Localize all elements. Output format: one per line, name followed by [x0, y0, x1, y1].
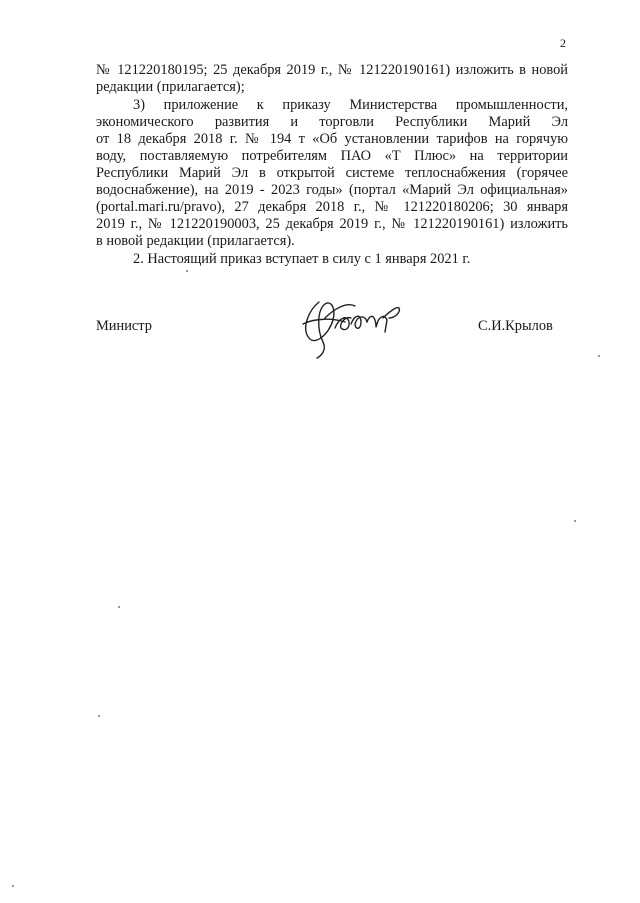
- text-line: водоснабжение), на 2019 - 2023 годы» (портал «Марий Эл официальная»: [96, 182, 568, 198]
- scan-speck: [186, 270, 188, 272]
- scan-speck: [598, 355, 600, 357]
- scan-speck: [118, 606, 120, 608]
- text-line: редакции (прилагается);: [96, 79, 245, 95]
- text-line: в новой редакции (прилагается).: [96, 233, 295, 249]
- text-line: воду, поставляемую потребителям ПАО «Т Плюс» на территории: [96, 148, 568, 164]
- scan-speck: [574, 520, 576, 522]
- text-line: 2. Настоящий приказ вступает в силу с 1 января 2021 г.: [133, 251, 471, 267]
- text-line: № 121220180195; 25 декабря 2019 г., № 121220190161) изложить в новой: [96, 62, 568, 78]
- text-line: 3) приложение к приказу Министерства промышленности,: [133, 97, 568, 113]
- scan-speck: [98, 715, 100, 717]
- scan-speck: [12, 885, 14, 887]
- text-line: экономического развития и торговли Республики Марий Эл: [96, 114, 568, 130]
- signer-name: С.И.Крылов: [478, 318, 553, 334]
- position-title: Министр: [96, 318, 152, 334]
- text-line: (portal.mari.ru/pravo), 27 декабря 2018 г., № 121220180206; 30 января: [96, 199, 568, 215]
- text-line: от 18 декабря 2018 г. № 194 т «Об установлении тарифов на горячую: [96, 131, 568, 147]
- text-line: 2019 г., № 121220190003, 25 декабря 2019 г., № 121220190161) изложить: [96, 216, 568, 232]
- page-number: 2: [560, 36, 566, 50]
- handwritten-signature: [295, 288, 407, 360]
- text-line: Республики Марий Эл в открытой системе теплоснабжения (горячее: [96, 165, 568, 181]
